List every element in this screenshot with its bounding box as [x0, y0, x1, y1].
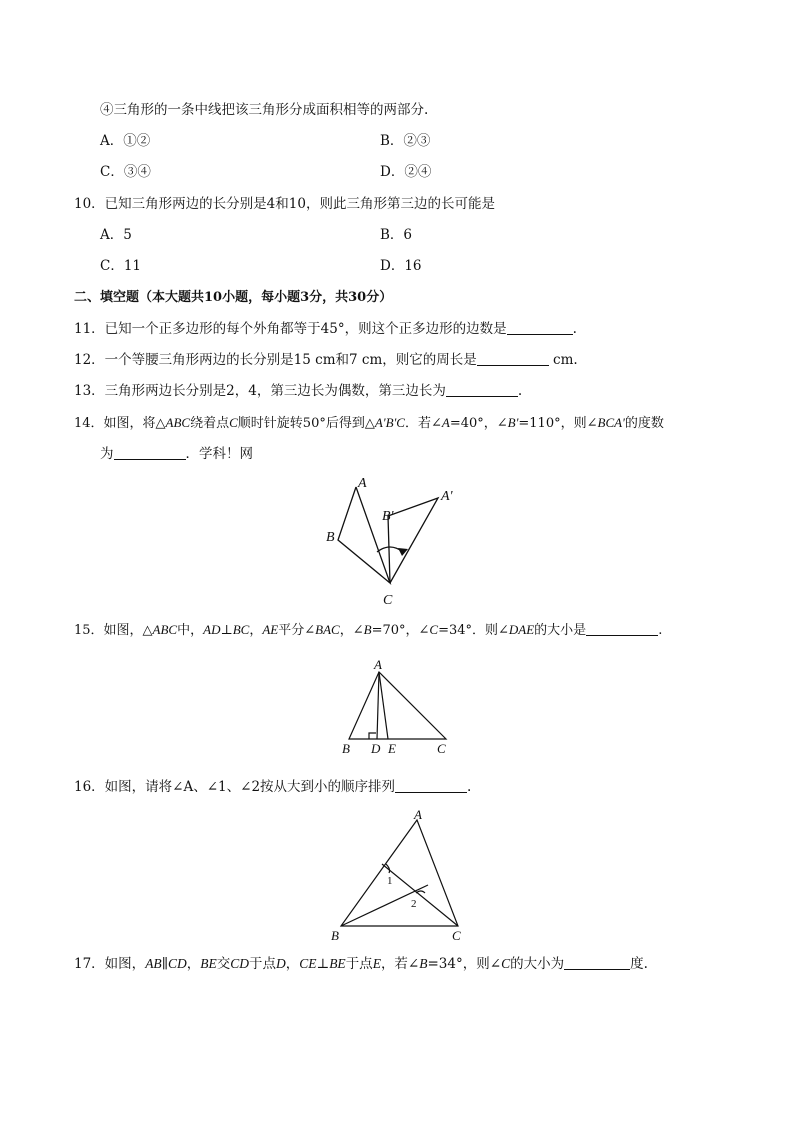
q16-label-angle-1: 1 — [387, 875, 393, 887]
q17-ab: AB — [145, 956, 162, 971]
q17-text-3: ， — [186, 956, 201, 972]
q17-text-8: 于点 — [345, 956, 373, 972]
q15-bc: BC — [232, 622, 250, 637]
q15-text-1: 15．如图，△ — [74, 623, 153, 638]
section-2-title: 二、填空题（本大题共10小题，每小题3分，共30分） — [74, 290, 393, 305]
q15-end: . — [658, 623, 663, 638]
q15-text-7: =70°，∠ — [371, 623, 430, 638]
q17-be-2: BE — [329, 956, 346, 971]
q17-answer-blank[interactable] — [564, 955, 630, 970]
q14-text-5: =40°，∠ — [449, 416, 508, 431]
q16-label-a: A — [414, 807, 422, 822]
q17-text-5: 于点 — [248, 956, 276, 972]
q11-end: . — [572, 321, 577, 337]
q14-text-1: 14．如图，将△ — [74, 416, 166, 431]
q17-end: 度. — [630, 956, 648, 972]
q17-e: E — [372, 956, 381, 971]
q16-answer-blank[interactable] — [395, 778, 467, 793]
q16-triangle-abc — [341, 820, 458, 926]
q10-option-a[interactable]: A．5 — [100, 227, 132, 243]
q14-figure — [320, 470, 470, 610]
q14-label-b1: B' — [382, 509, 394, 524]
q13-end: . — [517, 383, 523, 399]
q15-bac: BAC — [315, 622, 340, 637]
q14-segment-b1c — [388, 516, 390, 583]
q15-figure — [335, 655, 460, 760]
q16-label-angle-2: 2 — [411, 898, 417, 910]
q16-angle-2-arc — [416, 891, 425, 893]
q10-option-b[interactable]: B．6 — [380, 227, 413, 243]
q15-text-9: 的大小是 — [534, 623, 587, 638]
q11 — [74, 320, 577, 338]
q14-label-a: A — [358, 476, 367, 491]
q14-bca1: BCA' — [597, 415, 625, 430]
q15-text-5: 平分∠ — [278, 623, 316, 638]
q14-a: A — [441, 415, 450, 430]
q17 — [74, 955, 648, 973]
q15-label-a: A — [374, 657, 382, 672]
q15-dae: DAE — [508, 622, 535, 637]
q14-text-2: 绕着点 — [190, 416, 230, 431]
q14-text-7: 的度数 — [624, 416, 664, 431]
q16-label-b: B — [331, 928, 339, 943]
q11-text: 11．已知一个正多边形的每个外角都等于45°，则这个正多边形的边数是 — [74, 321, 507, 337]
q17-cd: CD — [167, 956, 187, 971]
q14-label-b: B — [326, 530, 335, 545]
q10-option-d[interactable]: D．16 — [380, 258, 422, 274]
q15-right-angle-mark — [369, 733, 376, 739]
q14-text-9: ．学科！网 — [185, 446, 253, 462]
q14-a1b1c: A'B'C — [374, 415, 405, 430]
q9-statement-4: ④三角形的一条中线把该三角形分成面积相等的两部分. — [100, 102, 429, 118]
q17-text-11: 的大小为 — [510, 956, 565, 972]
q9-option-a[interactable]: A．①② — [100, 133, 151, 149]
q14-text-8: 为 — [100, 446, 114, 462]
q10-stem: 10．已知三角形两边的长分别是4和10，则此三角形第三边的长可能是 — [74, 196, 495, 212]
q17-text-10: =34°，则∠ — [427, 956, 502, 972]
q14-label-c: C — [383, 593, 393, 608]
q14-text-3: 顺时针旋转50°后得到△ — [237, 416, 375, 431]
q15-text-8: =34°．则∠ — [438, 623, 509, 638]
q17-d: D — [275, 956, 286, 971]
q14-answer-blank[interactable] — [114, 445, 186, 460]
q13-answer-blank[interactable] — [446, 382, 518, 397]
q16-text: 16．如图，请将∠A、∠1、∠2按从大到小的顺序排列 — [74, 779, 396, 795]
q12-text: 12．一个等腰三角形两边的长分别是15 cm和7 cm，则它的周长是 — [74, 352, 477, 368]
q15-label-c: C — [437, 741, 446, 756]
q17-text-7: ⊥ — [316, 956, 330, 972]
q14-triangle-abc — [338, 487, 390, 583]
q13-text: 13．三角形两边长分别是2，4，第三边长为偶数，第三边长为 — [74, 383, 446, 399]
q15 — [74, 621, 662, 640]
q17-b: B — [419, 956, 428, 971]
q12-answer-blank[interactable] — [477, 351, 549, 366]
q14-line-1 — [74, 414, 664, 433]
q15-triangle-abc — [349, 672, 446, 739]
q15-label-b: B — [342, 741, 350, 756]
q14-c: C — [229, 415, 238, 430]
q14-line-2 — [100, 445, 253, 463]
q17-text-9: ，若∠ — [380, 956, 420, 972]
q9-option-c[interactable]: C．③④ — [100, 164, 151, 180]
q14-label-a1: A' — [441, 489, 453, 504]
q15-ae: AE — [262, 622, 279, 637]
q16 — [74, 778, 471, 796]
q16-end: . — [467, 779, 472, 795]
q12-end: cm. — [548, 352, 578, 368]
q15-text-6: ，∠ — [339, 623, 364, 638]
q17-text-1: 17．如图， — [74, 956, 146, 972]
q15-text-4: ， — [249, 623, 263, 638]
q16-figure — [325, 805, 475, 945]
q15-bisector-ae — [379, 672, 388, 739]
q15-c: C — [429, 622, 439, 637]
q15-label-d: D — [371, 741, 381, 756]
q17-be: BE — [200, 956, 217, 971]
q12 — [74, 351, 578, 369]
q17-c: C — [501, 956, 511, 971]
q17-ce: CE — [299, 956, 317, 971]
q13 — [74, 382, 522, 400]
q10-option-c[interactable]: C．11 — [100, 258, 142, 274]
q11-answer-blank[interactable] — [507, 320, 573, 335]
q14-text-6: =110°，则∠ — [518, 416, 598, 431]
q15-text-3: ⊥ — [220, 623, 233, 638]
q15-abc: ABC — [152, 622, 178, 637]
q15-answer-blank[interactable] — [586, 621, 658, 636]
q15-text-2: 中， — [177, 623, 204, 638]
q15-altitude-ad — [377, 672, 379, 739]
q9-option-b[interactable]: B．②③ — [380, 133, 431, 149]
q17-cd-2: CD — [230, 956, 249, 971]
q14-abc: ABC — [165, 415, 191, 430]
q14-text-4: ．若∠ — [404, 416, 442, 431]
q15-b: B — [363, 622, 372, 637]
q16-label-c: C — [452, 928, 461, 943]
q15-ad: AD — [203, 622, 221, 637]
q14-b1: B' — [507, 415, 519, 430]
q15-label-e: E — [388, 741, 396, 756]
q17-text-2: ∥ — [161, 956, 168, 972]
q9-option-d[interactable]: D．②④ — [380, 164, 432, 180]
q17-text-4: 交 — [216, 956, 231, 972]
q14-triangle-a1b1c — [388, 498, 438, 583]
q17-text-6: ， — [285, 956, 300, 972]
